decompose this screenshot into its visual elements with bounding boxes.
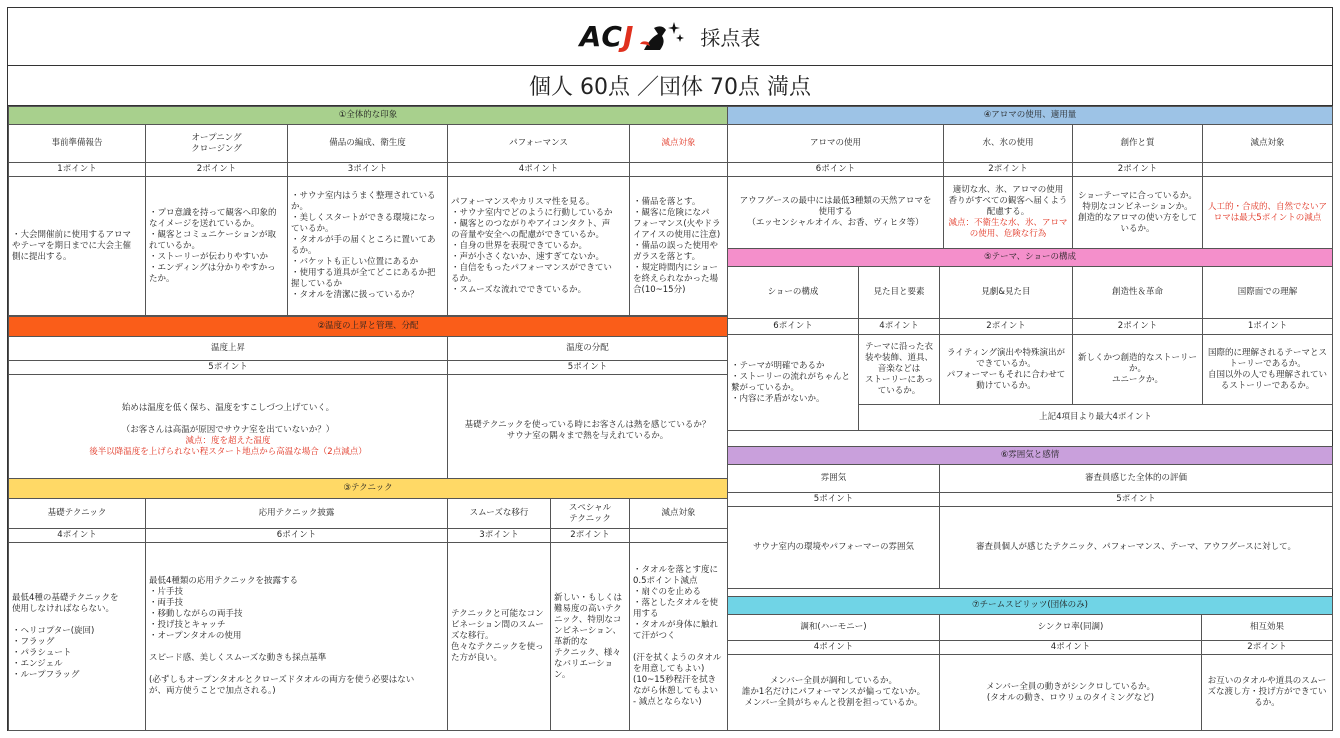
section-temperature xyxy=(8,316,728,487)
points xyxy=(630,529,728,543)
criteria-line: ・テーマが明確であるか xyxy=(731,360,825,371)
points: 6ポイント xyxy=(146,529,448,543)
points: 3ポイント xyxy=(288,163,448,177)
section-theme xyxy=(727,248,1333,431)
points: 5ポイント xyxy=(940,493,1333,507)
criteria-cell xyxy=(1203,177,1333,249)
criteria-cell xyxy=(630,177,728,316)
criteria-line: 最低4種の基礎テクニックを xyxy=(12,592,119,603)
points: 4ポイント xyxy=(9,529,146,543)
col-header: 減点対象 xyxy=(630,125,728,163)
section-title: ①全体的な印象 xyxy=(9,107,728,125)
points: 3ポイント xyxy=(448,529,551,543)
col-header: パフォーマンス xyxy=(448,125,630,163)
sheet-header xyxy=(8,8,1332,66)
criteria-line: ・備品を落とす。 xyxy=(633,196,701,207)
criteria-line: て汗がつく xyxy=(633,631,676,641)
criteria-line: るか。 xyxy=(451,273,477,284)
col-header: 創造性＆革命 xyxy=(1073,267,1203,319)
criteria-line: ・エンジェル xyxy=(12,658,63,669)
points: 2ポイント xyxy=(551,529,630,543)
section-technique xyxy=(8,478,728,731)
criteria-line: ストーリーにあっ xyxy=(865,375,933,385)
criteria-cell xyxy=(448,543,551,731)
criteria-line: ・ストーリーの流れがちゃんと xyxy=(731,371,851,382)
runner-star-icon xyxy=(640,20,684,54)
criteria-line: 用する xyxy=(633,609,659,619)
col-header: 事前準備報告 xyxy=(9,125,146,163)
col-header: シンクロ率(同調) xyxy=(940,615,1202,641)
criteria-line: の音量や安全への配慮ができているか。 xyxy=(451,229,605,240)
criteria-line: ・タオルを清潔に扱っているか？ xyxy=(291,290,419,300)
section-aroma xyxy=(727,106,1333,249)
criteria-line: ・観客に危険になパ xyxy=(633,207,710,218)
criteria-line: 合(10~15分) xyxy=(633,284,686,295)
criteria-line: メンバー全員の動きがシンクロしているか。 xyxy=(985,681,1156,692)
criteria-line: 創造的なアロマの使い方をして xyxy=(1077,212,1197,223)
criteria-line: 革新的な xyxy=(554,636,589,647)
criteria-cell xyxy=(448,177,630,316)
criteria-line: たか。 xyxy=(149,273,175,284)
criteria-line: 使用しなければならない。 xyxy=(12,603,115,614)
criteria-line: ・フラッグ xyxy=(12,636,55,647)
criteria-line: やテーマを期日までに大会主催 xyxy=(12,240,132,251)
col-header: 温度上昇 xyxy=(9,337,448,361)
criteria-cell xyxy=(9,177,146,316)
criteria-line: トーリーであるか。 xyxy=(1229,358,1306,369)
criteria-line: テーマに沿った衣 xyxy=(864,342,933,352)
criteria-cell: サウナ室内の環境やパフォーマーの雰囲気 xyxy=(728,507,940,589)
section-atmosphere xyxy=(727,446,1333,589)
criteria-line: ・内容に矛盾がないか。 xyxy=(731,393,825,404)
points: 5ポイント xyxy=(9,361,448,375)
points: 5ポイント xyxy=(448,361,728,375)
criteria-cell xyxy=(630,543,728,731)
criteria-cell xyxy=(146,177,288,316)
points: 6ポイント xyxy=(728,163,944,177)
col-header: スムーズな移行 xyxy=(448,499,551,529)
criteria-line: テクニック、様々 xyxy=(554,647,621,658)
criteria-line: 使用する xyxy=(818,207,853,217)
criteria-line: か。 xyxy=(291,202,309,212)
points: 4ポイント xyxy=(940,641,1202,655)
criteria-line: 配慮する。 xyxy=(986,207,1030,217)
criteria-cell xyxy=(944,177,1073,249)
criteria-line: 握しているか xyxy=(291,279,343,289)
points: 4ポイント xyxy=(448,163,630,177)
criteria-line: 0.5ポイント減点 xyxy=(633,576,698,586)
criteria-line: ・落としたタオルを使 xyxy=(633,598,719,608)
criteria-cell xyxy=(1073,177,1203,249)
criteria-line: アウフグースの最中には最低3種類の天然アロマを xyxy=(739,196,932,206)
col-header: 創作と質 xyxy=(1073,125,1203,163)
criteria-line: 繋がっているか。 xyxy=(731,382,800,393)
criteria-line: 装や装飾、道具、 xyxy=(864,353,933,363)
criteria-line: スピード感、美しくスムーズな動きも採点基準 xyxy=(149,653,327,663)
criteria-line: ・オープンタオルの使用 xyxy=(149,631,242,641)
criteria-line: ・備品の誤った使用や xyxy=(633,240,719,251)
points: 2ポイント xyxy=(146,163,288,177)
points: 6ポイント xyxy=(728,319,859,335)
section-title: ②温度の上昇と管理、分配 xyxy=(9,317,728,337)
criteria-cell xyxy=(9,543,146,731)
criteria-line: 新しい・もしくは xyxy=(554,592,623,603)
criteria-line: 香りがすべての観客へ届くよう xyxy=(948,196,1068,206)
criteria-line: るか。 xyxy=(291,246,317,256)
col-header: スペシャル テクニック xyxy=(551,499,630,529)
criteria-line: ショーテーマに合っているか。 xyxy=(1078,190,1197,201)
points: 4ポイント xyxy=(859,319,940,335)
score-subtitle: 個人 60点 ／団体 70点 満点 xyxy=(8,66,1332,106)
criteria-line: ズな渡し方・投げ方ができてい xyxy=(1207,687,1327,697)
col-header: 審査員感じた全体的の評価 xyxy=(940,465,1333,493)
criteria-cell xyxy=(728,335,859,431)
section-title: ③テクニック xyxy=(9,479,728,499)
col-header: 備品の編成、衛生度 xyxy=(288,125,448,163)
criteria-line xyxy=(149,664,444,675)
criteria-line: ユニークか。 xyxy=(1111,375,1163,385)
criteria-line: ・ヘリコプター(旋回) xyxy=(12,625,95,636)
acj-logo: ACJ 採点表 xyxy=(579,20,761,53)
criteria-line: ・ループフラッグ xyxy=(12,669,80,680)
criteria-line: ・観客とのつながりやアイコンタクト、声 xyxy=(451,218,611,229)
criteria-line: いるか。 xyxy=(1120,223,1155,234)
criteria-line: - 減点とならない) xyxy=(633,697,702,707)
criteria-line: ・サウナ室内でどのように行動しているか xyxy=(451,207,613,218)
criteria-line: を終えられなかった場 xyxy=(633,273,719,284)
criteria-line: ン。 xyxy=(554,669,571,680)
col-header: 基礎テクニック xyxy=(9,499,146,529)
criteria-line: 動けているか。 xyxy=(976,380,1036,391)
criteria-line: ・声が小さくないか、速すぎてないか。 xyxy=(451,251,605,262)
criteria-line: ・規定時間内にショー xyxy=(633,262,718,273)
criteria-line: ・バケットも正しい位置にあるか xyxy=(291,257,419,267)
col-header: 雰囲気 xyxy=(728,465,940,493)
points: 2ポイント xyxy=(940,319,1073,335)
criteria-line: ・美しくスタートができる環境になっ xyxy=(291,213,436,223)
criteria-line: (タオルの動き、ロウリュのタイミングなど) xyxy=(986,692,1155,703)
criteria-line: ・パラシュート xyxy=(12,647,72,658)
criteria-line: テクニックと可能なコン xyxy=(451,609,544,619)
col-header: 減点対象 xyxy=(1203,125,1333,163)
points: 5ポイント xyxy=(728,493,940,507)
criteria-line: が、両方使うことで加点される。) xyxy=(149,686,276,696)
criteria-line: ・投げ技とキャッチ xyxy=(149,620,226,630)
criteria-cell: 基礎テクニックを使っている時にお客さんは熱を感じているか？ サウナ室の隅々まで熱を与えれているか。 xyxy=(448,375,728,487)
points: 2ポイント xyxy=(1073,163,1203,177)
criteria-line: なイメージを送れているか。 xyxy=(149,218,260,229)
criteria-cell xyxy=(940,655,1202,731)
criteria-line: ・サウナ室内はうまく整理されている xyxy=(291,191,436,201)
criteria-line: ライティング演出や特殊演出が xyxy=(947,347,1065,358)
col-header: 見た目と要素 xyxy=(859,267,940,319)
criteria-line: ・観客とコミュニケーションが取 xyxy=(149,229,276,240)
col-header: 水、氷の使用 xyxy=(944,125,1073,163)
sheet-title: 採点表 xyxy=(700,26,761,50)
criteria-line: ・自身の世界を表現できているか。 xyxy=(451,240,588,251)
criteria-line: 新しくかつ創造的なストーリー xyxy=(1077,353,1197,363)
criteria-line: 適切な水、氷、アロマの使用 xyxy=(952,185,1064,195)
section-title: ④アロマの使用、適用量 xyxy=(728,107,1333,125)
criteria-cell xyxy=(940,335,1073,405)
col-header: 調和(ハーモニー) xyxy=(728,615,940,641)
criteria-line: 国際的に理解されるテーマとス xyxy=(1208,347,1328,358)
criteria-line: 誰か1名だけにパフォーマンスが偏ってないか。 xyxy=(741,687,926,697)
section-title: ⑤テーマ、ショーの構成 xyxy=(728,249,1333,267)
criteria-line: た方が良い。 xyxy=(451,653,503,663)
criteria-cell xyxy=(551,543,630,731)
criteria-line xyxy=(12,615,142,626)
col-header: 国際面での理解 xyxy=(1203,267,1333,319)
criteria-line: ながら休憩してもよい xyxy=(633,686,719,696)
col-header: 温度の分配 xyxy=(448,337,728,361)
criteria-line: メンバー全員が調和しているか。 xyxy=(770,676,897,686)
criteria-line: パフォーマンスやカリスマ性を見る。 xyxy=(451,196,595,207)
criteria-line: ・タオルが手の届くところに置いてあ xyxy=(291,235,436,245)
criteria-line: ・両手技 xyxy=(149,598,184,608)
criteria-line: ズな移行。 xyxy=(451,631,494,641)
criteria-cell xyxy=(1202,655,1333,731)
criteria-line: ロマは最大5ポイントの減点 xyxy=(1213,212,1322,223)
points: 1ポイント xyxy=(9,163,146,177)
criteria-line: か。 xyxy=(1128,364,1146,374)
criteria-line: ビネーション間のスムー xyxy=(451,620,544,630)
section-team-spirit xyxy=(727,596,1333,731)
criteria-line: なバリエーショ xyxy=(554,658,613,669)
points: 2ポイント xyxy=(944,163,1073,177)
points: 1ポイント xyxy=(1203,319,1333,335)
section-title: ⑥雰囲気と感情 xyxy=(728,447,1333,465)
criteria-line xyxy=(149,642,444,653)
section-overall-impression xyxy=(8,106,728,316)
criteria-line: （エッセンシャルオイル、お香、ヴィヒタ等） xyxy=(747,218,924,228)
criteria-line: イアイスの使用に注意) xyxy=(633,229,721,240)
col-header: 減点対象 xyxy=(630,499,728,529)
criteria-line: ているか。 xyxy=(877,386,921,396)
criteria-line: (必ずしもオープンタオルとクローズドタオルの両方を使う必要はない xyxy=(149,675,415,685)
section-title: ⑦チームスピリッツ(団体のみ) xyxy=(728,597,1333,615)
criteria-line: 特別なコンビネーションか。 xyxy=(1082,201,1193,212)
criteria-line: ニック、特別なコ xyxy=(554,614,622,625)
criteria-cell xyxy=(1073,335,1203,405)
criteria-line: メンバー全員がちゃんと役割を担っているか。 xyxy=(744,698,923,708)
criteria-cell: 審査員個人が感じたテクニック、パフォーマンス、テーマ、アウフグースに対して。 xyxy=(940,507,1333,589)
criteria-line: ・使用する道具が全てどこにあるか把 xyxy=(291,268,436,278)
criteria-cell xyxy=(288,177,448,316)
criteria-line: れているか。 xyxy=(149,240,201,251)
col-header: 相互効果 xyxy=(1202,615,1333,641)
criteria-cell xyxy=(728,177,944,249)
criteria-cell xyxy=(728,655,940,731)
criteria-line: ・タオルが身体に触れ xyxy=(633,620,719,630)
criteria-line: ガラスを落とす。 xyxy=(633,251,701,262)
criteria-line: ているか。 xyxy=(291,224,334,234)
criteria-line: フォーマンス(火やドラ xyxy=(633,218,721,229)
criteria-line: パフォーマーもそれに合わせて xyxy=(946,369,1066,380)
criteria-line: ・片手技 xyxy=(149,587,184,597)
criteria-line: ・スムーズな流れでできているか。 xyxy=(451,284,587,295)
criteria-line: お互いのタオルや道具のスムー xyxy=(1207,676,1327,686)
criteria-cell xyxy=(146,543,448,731)
criteria-line: ・移動しながらの両手技 xyxy=(149,609,243,619)
criteria-line: ンビネーション、 xyxy=(554,625,621,636)
criteria-line xyxy=(633,642,724,653)
scoring-sheet xyxy=(7,7,1333,731)
col-header: 見劇&見た目 xyxy=(940,267,1073,319)
criteria-line: 難易度の高いテク xyxy=(554,603,622,614)
criteria-line: ・ストーリーが伝わりやすいか xyxy=(149,251,269,262)
criteria-line: るか。 xyxy=(1254,698,1280,708)
criteria-line: ・タオルを落とす度に xyxy=(633,565,719,575)
criteria-cell: 始めは温度を低く保ち、温度をすこしづつ上げていく。 （お客さんは高温が原因でサウナ室を出ていないか？） 減点：度を超えた温度 後半以降温度を上げられない程スタート地点から高温な場合（2点減点） xyxy=(9,375,448,487)
criteria-line: 側に提出する。 xyxy=(12,251,72,262)
criteria-line: (汗を拭くようのタオル xyxy=(633,653,722,663)
col-header: ショーの構成 xyxy=(728,267,859,319)
criteria-line: 人工的・合成的、自然でないア xyxy=(1207,201,1327,212)
criteria-cell xyxy=(1203,335,1333,405)
criteria-line: ・大会開催前に使用するアロマ xyxy=(12,229,132,240)
criteria-line: ・自信をもったパフォーマンスができてい xyxy=(451,262,612,273)
points xyxy=(1203,163,1333,177)
criteria-line: ・プロ意識を持って観客へ印象的 xyxy=(149,207,277,218)
criteria-line: ・エンディングは分かりやすかっ xyxy=(149,262,276,273)
criteria-line: の使用、危険な行為 xyxy=(969,229,1047,239)
criteria-line: できているか。 xyxy=(976,358,1036,369)
points xyxy=(630,163,728,177)
col-header: アロマの使用 xyxy=(728,125,944,163)
criteria-line: 音楽などは xyxy=(877,364,921,374)
criteria-line: (10~15秒程汗を拭き xyxy=(633,675,717,685)
criteria-line: 減点：不衛生な水、氷、アロマ xyxy=(948,218,1068,228)
criteria-line: 最低4種類の応用テクニックを披露する xyxy=(149,576,299,586)
points: 2ポイント xyxy=(1202,641,1333,655)
col-header: 応用テクニック披露 xyxy=(146,499,448,529)
points: 4ポイント xyxy=(728,641,940,655)
criteria-line: るストーリーであるか。 xyxy=(1220,380,1315,391)
col-header: オープニング クロージング xyxy=(146,125,288,163)
criteria-line: 色々なテクニックを使っ xyxy=(451,642,544,652)
criteria-line: 自国以外の人でも理解されてい xyxy=(1208,369,1328,380)
points: 2ポイント xyxy=(1073,319,1203,335)
criteria-cell xyxy=(859,335,940,405)
max-points-note: 上記4項目より最大4ポイント xyxy=(859,405,1333,431)
criteria-line: ・扇ぐのを止める xyxy=(633,587,702,597)
criteria-line: を用意してもよい) xyxy=(633,664,705,674)
